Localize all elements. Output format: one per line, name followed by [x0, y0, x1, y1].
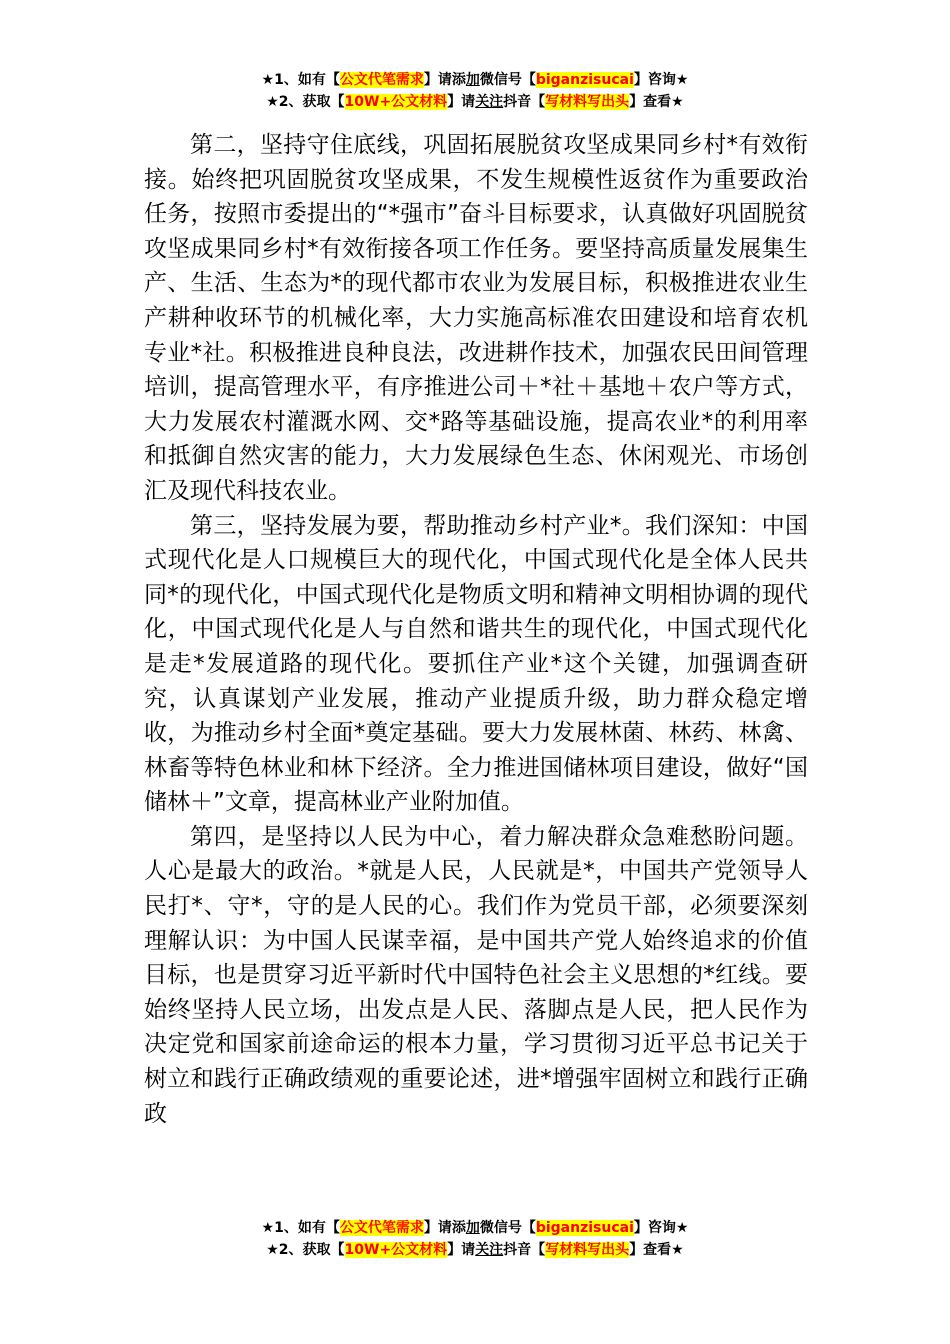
highlight-service: 公文代笔需求 — [339, 1220, 424, 1236]
banner-line-1: ★1、如有【公文代笔需求】请添加微信号【biganzisucai】咨询★ — [261, 1220, 689, 1236]
document-body — [144, 128, 808, 1131]
highlight-materials: 10W+公文材料 — [344, 94, 448, 110]
banner-line-2: ★2、获取【10W+公文材料】请关注抖音【写材料写出头】查看★ — [266, 1242, 684, 1258]
highlight-wechat-id: biganzisucai — [535, 1220, 634, 1236]
highlight-service: 公文代笔需求 — [339, 72, 424, 88]
highlight-douyin: 写材料写出头 — [545, 94, 630, 110]
footer-banner — [0, 1217, 950, 1261]
paragraph-2: 第二，坚持守住底线，巩固拓展脱贫攻坚成果同乡村*有效衔接。始终把巩固脱贫攻坚成果，不发生规模性返贫作为重要政治任务，按照市委提出的“*强市”奋斗目标要求，认真做好巩固脱贫攻坚成果同乡村*有效衔接各项工作任务。要坚持高质量发展集生产、生活、生态为*的现代都市农业为发展目标，积极推进农业生产耕种收环节的机械化率，大力实施高标准农田建设和培育农机专业*社。积极推进良种良法，改进耕作技术，加强农民田间管理培训，提高管理水平，有序推进公司＋*社＋基地＋农户等方式，大力发展农村灌溉水网、交*路等基础设施，提高农业*的利用率和抵御自然灾害的能力，大力发展绿色生态、休闲观光、市场创汇及现代科技农业。 — [144, 132, 808, 504]
header-banner — [0, 69, 950, 113]
highlight-materials: 10W+公文材料 — [344, 1242, 448, 1258]
paragraph-4: 第四，是坚持以人民为中心，着力解决群众急难愁盼问题。人心是最大的政治。*就是人民，人民就是*，中国共产党领导人民打*、守*，守的是人民的心。我们作为党员干部，必须要深刻理解认识：为中国人民谋幸福，是中国共产党人始终追求的价值目标，也是贯穿习近平新时代中国特色社会主义思想的*红线。要始终坚持人民立场，出发点是人民、落脚点是人民，把人民作为决定党和国家前途命运的根本力量，学习贯彻习近平总书记关于树立和践行正确政绩观的重要论述，进*增强牢固树立和践行正确政 — [144, 823, 808, 1127]
banner-line-2: ★2、获取【10W+公文材料】请关注抖音【写材料写出头】查看★ — [266, 94, 684, 110]
highlight-wechat-id: biganzisucai — [535, 72, 634, 88]
banner-line-1: ★1、如有【公文代笔需求】请添加微信号【biganzisucai】咨询★ — [261, 72, 689, 88]
paragraph-3: 第三，坚持发展为要，帮助推动乡村产业*。我们深知：中国式现代化是人口规模巨大的现代化，中国式现代化是全体人民共同*的现代化，中国式现代化是物质文明和精神文明相协调的现代化，中国式现代化是人与自然和谐共生的现代化，中国式现代化是走*发展道路的现代化。要抓住产业*这个关键，加强调查研究，认真谋划产业发展，推动产业提质升级，助力群众稳定增收，为推动乡村全面*奠定基础。要大力发展林菌、林药、林禽、林畜等特色林业和林下经济。全力推进国储林项目建设，做好“国储林＋”文章，提高林业产业附加值。 — [144, 512, 808, 816]
highlight-douyin: 写材料写出头 — [545, 1242, 630, 1258]
